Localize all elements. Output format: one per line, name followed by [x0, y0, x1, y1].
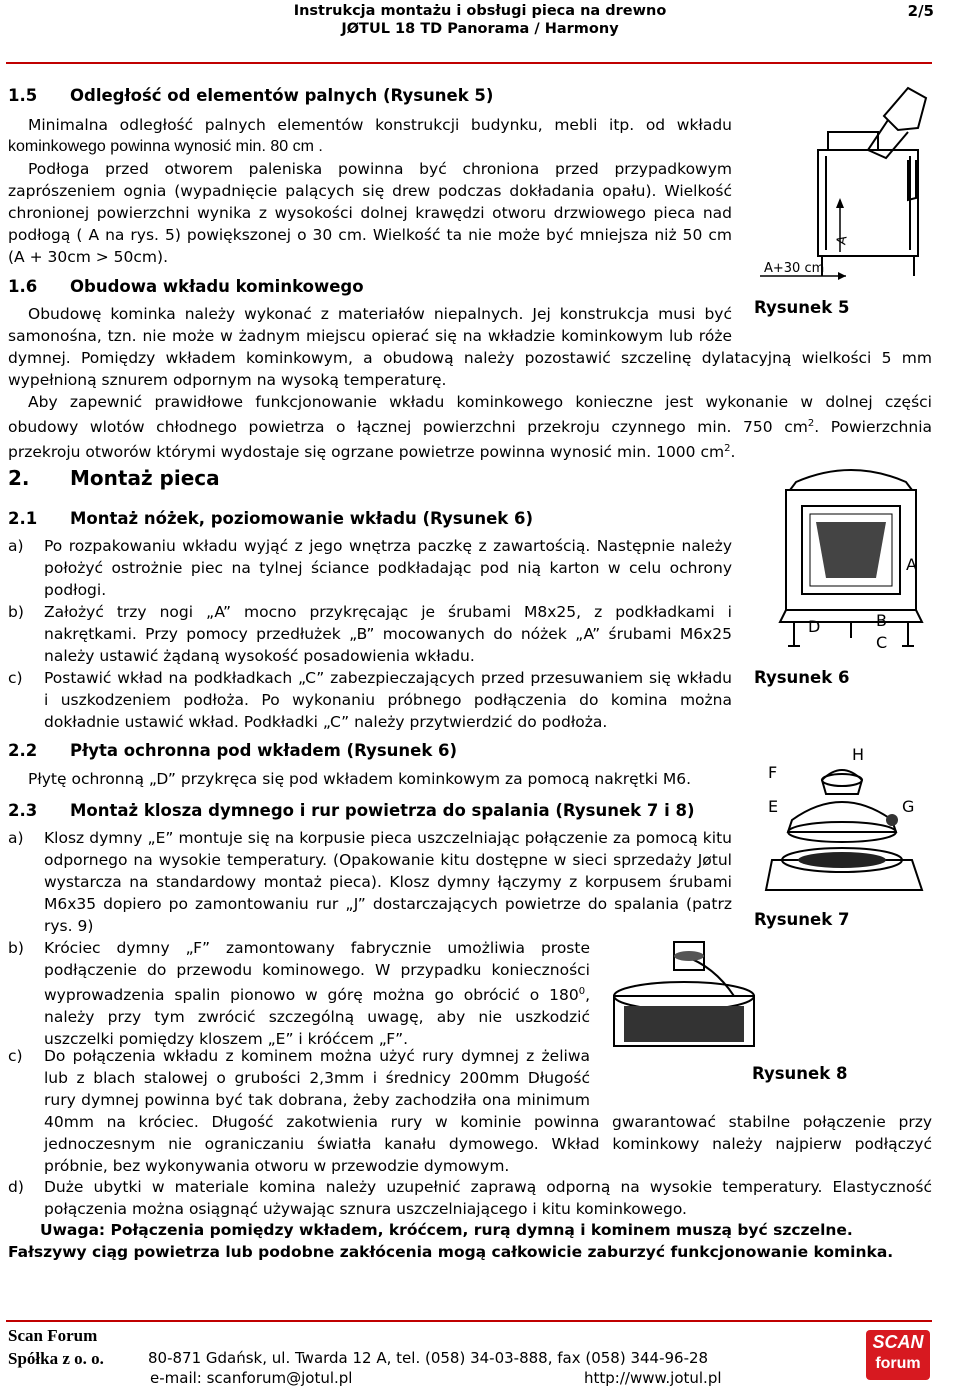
part-h-label: H — [852, 745, 865, 764]
company-name: Scan Forum — [8, 1326, 98, 1345]
part-f-label: F — [768, 763, 778, 782]
document-title: Instrukcja montażu i obsługi pieca na drewno JØTUL 18 TD Panorama / Harmony — [293, 3, 667, 37]
company-website[interactable]: http://www.jotul.pl — [584, 1369, 722, 1387]
section-heading-1-5: 1.5 Odległość od elementów palnych (Rysunek 5) — [8, 86, 494, 105]
page-number: 2/5 — [907, 2, 934, 20]
list-item-2-3-b: b) Króciec dymny „F” zamontowany fabrycznie umożliwia proste podłączenie do przewodu kominowego. W przypadku konieczności wyprowadzenia spalin pionowo w górę można go obrócić o $180^0$, należy przy tym zwrócić szczególną uwagę, aby nie uszkodzić uszczelki pomiędzy kloszem „E” i króćcem „F”. — [8, 939, 590, 1049]
list-item-2-3-c: c) Do połączenia wkładu z kominem można użyć rury dymnej z żeliwa lub z blach stalowej o grubości 2,3mm i średnicy 200mm Długość rury dymnej powinna być tak dobrana, żeby zachodziła ona minimum 40mm na króciec. Długość zakotwienia rury w kominie powinna gwarantować stabilne połączenie przy jednoczesnym nie ograniczaniu światła kanału dymowego. Wkład kominkowy należy najpierw podłączyć próbnie, bez wykonywania otworu w przewodzie dymowym. — [8, 1047, 932, 1175]
section-2-2-text: Płytę ochronną „D” przykręca się pod wkładem kominkowym za pomocą nakrętki M6. — [28, 770, 692, 788]
stove-top-figure — [604, 936, 934, 1052]
figure-8-caption: Rysunek 8 — [752, 1064, 848, 1083]
smoke-hood-figure — [762, 740, 938, 910]
dimension-a30-label: A+30 cm — [764, 261, 825, 276]
stove-front-view-figure — [766, 462, 936, 658]
part-d-label: D — [808, 617, 821, 636]
section-heading-2: 2. Montaż pieca — [8, 466, 220, 490]
part-g-label: G — [902, 797, 915, 816]
figure-6-caption: Rysunek 6 — [754, 668, 850, 687]
section-1-6-text: Obudowę kominka należy wykonać z materiałów niepalnych. Jej konstrukcja musi być samonośna, tzn. nie może w żadnym miejscu opierać się na wkładzie kominkowym lub róże — [8, 305, 732, 345]
part-a-label: A — [906, 555, 917, 574]
list-item-2-1-c: c) Postawić wkład na podkładkach „C” zabezpieczających przed przesuwaniem się wkładu i uszkodzeniem podłoża. Po wykonaniu próbnego podłączenia do komina można dokładnie ustawić wkład. Podkładki „C” należy przytwierdzić do podłoża. — [8, 669, 732, 731]
stove-side-view-figure — [758, 80, 938, 285]
part-b-label: B — [876, 611, 887, 630]
section-1-6-text-2: dymnej. Pomiędzy wkładem kominkowym, a obudową należy pozostawić szczelinę dylatacyjną wielkości 5 mm wypełnioną sznurem odpornym na wysoką temperaturę. Aby zapewnić prawidłowe funkcjonowanie wkładu kominkowego konieczne jest wykonanie w dolnej części obudowy wlotów chłodnego powietrza o łącznej powierzchni przekroju czynnego min. 750 $cm^2$. Powierzchnia przekroju otworów którymi wydostaje się ogrzane powietrze powinna wynosić min. 1000 $cm^2$. — [8, 349, 933, 462]
list-item-2-1-b: b) Założyć trzy nogi „A” mocno przykręcając je śrubami M8x25, z podkładkami i nakrętkami. Przy pomocy przedłużek „B” mocowanych do nóżek „A” śrubami M6x25 należy ustawić żądaną wysokość posadowienia wkładu. — [8, 603, 732, 665]
section-heading-2-2: 2.2 Płyta ochronna pod wkładem (Rysunek 6) — [8, 741, 458, 760]
scan-forum-logo: SCAN forum — [866, 1330, 930, 1380]
company-form: Spółka z o. o. — [8, 1349, 104, 1368]
list-item-2-3-d: d) Duże ubytki w materiale komina należy uzupełnić zaprawą odporną na wysokie temperatury. Elastyczność połączenia można osiągnąć używając sznura uszczelniającego i kitu kominkowego. — [8, 1178, 932, 1218]
part-e-label: E — [768, 797, 779, 816]
company-address: 80-871 Gdańsk, ul. Twarda 12 A, tel. (058) 34-03-888, fax (058) 344-96-28 — [148, 1349, 709, 1367]
footer-divider — [6, 1320, 932, 1322]
dimension-a-label: A — [834, 234, 851, 247]
figure-7-caption: Rysunek 7 — [754, 910, 850, 929]
company-email[interactable]: e-mail: scanforum@jotul.pl — [150, 1369, 353, 1387]
part-c-label: C — [876, 633, 888, 652]
section-heading-2-3: 2.3 Montaż klosza dymnego i rur powietrza do spalania (Rysunek 7 i 8) — [8, 801, 695, 820]
section-heading-1-6: 1.6 Obudowa wkładu kominkowego — [8, 277, 364, 296]
section-heading-2-1: 2.1 Montaż nóżek, poziomowanie wkładu (Rysunek 6) — [8, 509, 533, 528]
figure-5-caption: Rysunek 5 — [754, 298, 850, 317]
list-item-2-1-a: a) Po rozpakowaniu wkładu wyjąć z jego wnętrza paczkę z zawartością. Następnie należy położyć ostrożnie piec na tylnej ściance podkładając pod nią karton w celu ochrony podłogi. — [8, 537, 732, 599]
header-divider — [6, 62, 932, 64]
section-1-5-text-2: Podłoga przed otworem paleniska powinna być chroniona przed przypadkowym zaprószeniem ognia (wypadnięcie palących się drew podczas dokładania opału). Wielkość chronionej powierzchni wynika z wysokości dolnej krawędzi otworu drzwiowego pieca nad podłogą ( A na rys. 5) powiększonej o 30 cm. Wielkość ta nie może być mniejsza niż 50 cm (A + 30cm > 50cm). — [8, 160, 732, 266]
page-footer — [0, 1320, 960, 1388]
section-1-5-text: Minimalna odległość palnych elementów konstrukcji budynku, mebli itp. od wkładu kominkowego powinna wynosić min. 80 cm . — [8, 116, 732, 155]
warning-note: Uwaga: Połączenia pomiędzy wkładem, króćcem, rurą dymną i kominem muszą być szczelne. Fałszywy ciąg powietrza lub podobne zakłócenia mogą całkowicie zaburzyć funkcjonowanie kominka. — [8, 1221, 894, 1261]
page-header — [0, 0, 960, 64]
list-item-2-3-a: a) Klosz dymny „E” montuje się na korpusie pieca uszczelniając połączenie za pomocą kitu odpornego na wysokie temperatury. (Opakowanie kitu dostępne w sieci sprzedaży Jøtul wystarcza na standardowy montaż pieca). Klosz dymny łączymy z korpusem śrubami M6x35 dopiero po zamontowaniu rur „J” dostarczających powietrze do spalania (patrz rys. 9) — [8, 829, 732, 935]
